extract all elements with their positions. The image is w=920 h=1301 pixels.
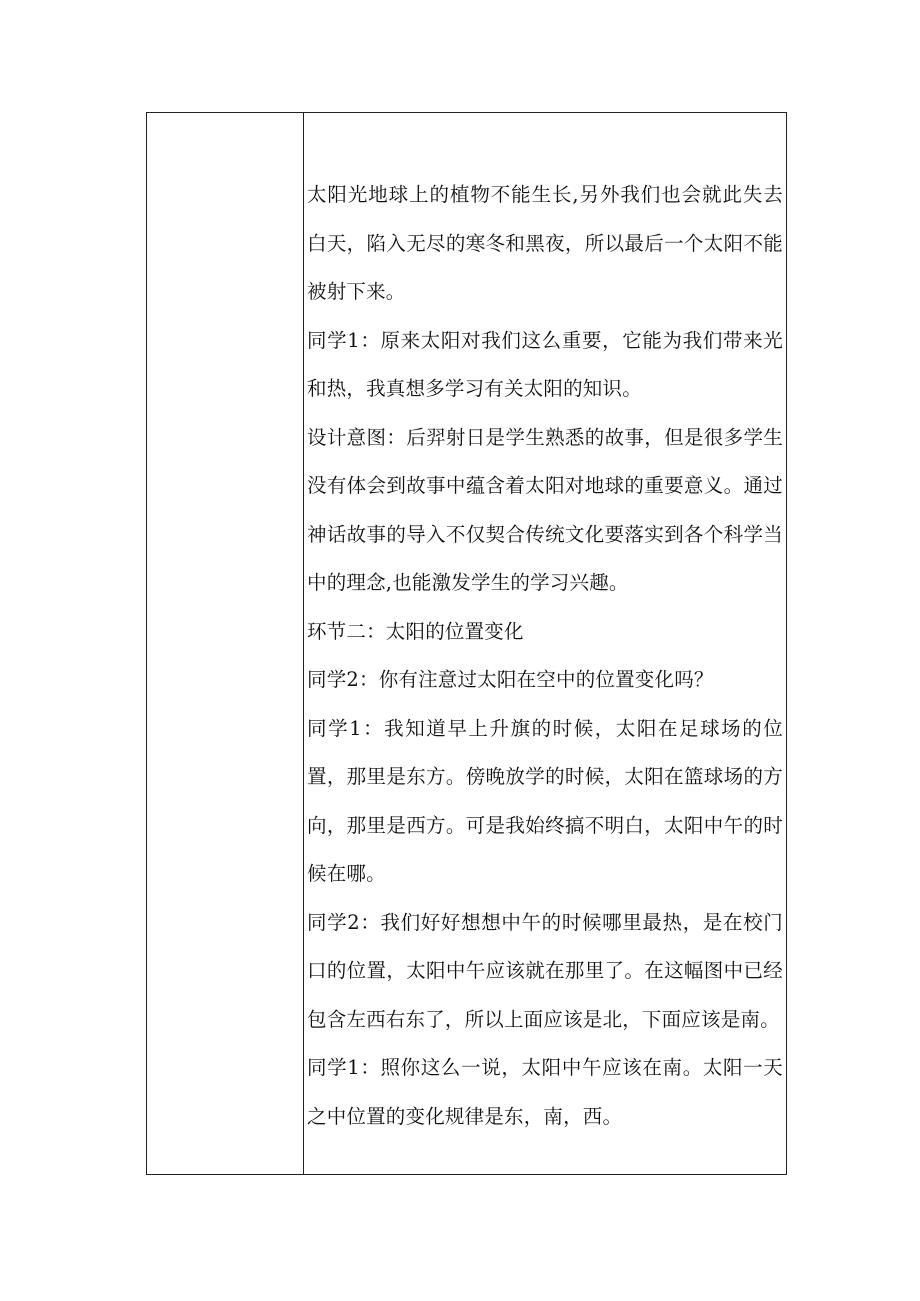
section-heading-sun-position: 环节二：太阳的位置变化 xyxy=(307,619,524,643)
table-right-cell xyxy=(304,113,786,1174)
lesson-content xyxy=(307,171,783,1141)
paragraph-student2-noon: 同学2：我们好好想想中午的时候哪里最热，是在校门口的位置，太阳中午应该就在那里了。在这幅图中已经包含左西右东了，所以上面应该是北，下面应该是南。 xyxy=(307,910,783,1031)
paragraph-design-intent: 设计意图：后羿射日是学生熟悉的故事，但是很多学生没有体会到故事中蕴含着太阳对地球的重要意义。通过神话故事的导入不仅契合传统文化要落实到各个科学当中的理念,也能激发学生的学习兴趣。 xyxy=(307,425,783,594)
paragraph-student2-question: 同学2：你有注意过太阳在空中的位置变化吗？ xyxy=(307,668,714,691)
table-left-cell xyxy=(147,113,304,1174)
paragraph-student1-east-west: 同学1：我知道早上升旗的时候，太阳在足球场的位置，那里是东方。傍晚放学的时候，太阳在篮球场的方向，那里是西方。可是我始终搞不明白，太阳中午的时候在哪。 xyxy=(307,716,783,885)
paragraph-sun-importance: 太阳光地球上的植物不能生长,另外我们也会就此失去白天，陷入无尽的寒冬和黑夜，所以最后一个太阳不能被射下来。 xyxy=(307,183,783,303)
lesson-table xyxy=(146,112,787,1175)
paragraph-student1-conclusion: 同学1：照你这么一说，太阳中午应该在南。太阳一天之中位置的变化规律是东，南，西。 xyxy=(307,1056,783,1128)
paragraph-student1-dialogue: 同学1：原来太阳对我们这么重要，它能为我们带来光和热，我真想多学习有关太阳的知识。 xyxy=(307,328,783,400)
